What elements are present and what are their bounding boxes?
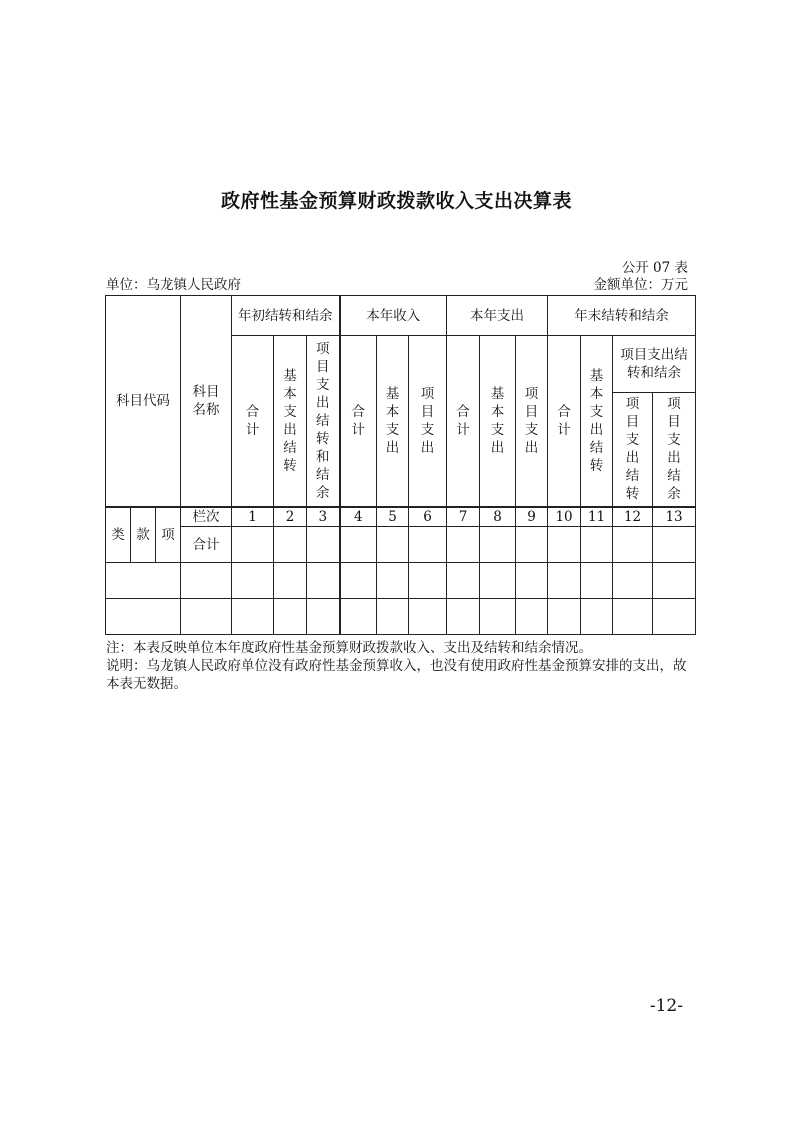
header-lei: 类: [106, 507, 131, 563]
table-cell: [409, 563, 447, 599]
header-income-basic: 基本支出: [377, 336, 409, 507]
table-cell: [232, 527, 274, 563]
col-number: 9: [516, 507, 548, 527]
col-number: 3: [307, 507, 340, 527]
table-cell: [653, 527, 696, 563]
table-cell: [181, 563, 232, 599]
col-label: 栏次: [181, 507, 232, 527]
col-number: 11: [581, 507, 613, 527]
table-cell: [307, 527, 340, 563]
table-cell: [307, 563, 340, 599]
header-income-project: 项目支出: [409, 336, 447, 507]
table-cell: [613, 527, 653, 563]
table-cell: [409, 527, 447, 563]
table-cell: [581, 527, 613, 563]
col-number: 6: [409, 507, 447, 527]
col-number: 7: [447, 507, 480, 527]
table-cell: [340, 599, 377, 635]
header-year-expense: 本年支出: [447, 296, 548, 336]
header-expense-project: 项目支出: [516, 336, 548, 507]
col-number: 5: [377, 507, 409, 527]
header-begin-balance: 年初结转和结余: [232, 296, 340, 336]
sum-label: 合计: [181, 527, 232, 563]
table-cell: [480, 563, 516, 599]
page-number: -12-: [649, 996, 683, 1016]
header-subject-name: 科目名称: [181, 296, 232, 507]
table-cell: [613, 599, 653, 635]
header-begin-project-balance: 项目支出结转和结余: [307, 336, 340, 507]
table-cell: [106, 599, 181, 635]
table-cell: [377, 563, 409, 599]
col-number: 4: [340, 507, 377, 527]
table-cell: [548, 563, 581, 599]
col-number: 10: [548, 507, 581, 527]
col-number: 8: [480, 507, 516, 527]
table-cell: [548, 527, 581, 563]
header-subject-code: 科目代码: [106, 296, 181, 507]
table-cell: [232, 563, 274, 599]
header-end-project-carry: 项目支出结转: [613, 393, 653, 507]
table-cell: [409, 599, 447, 635]
table-cell: [232, 599, 274, 635]
table-cell: [447, 599, 480, 635]
table-cell: [447, 527, 480, 563]
table-cell: [181, 599, 232, 635]
header-kuan: 款: [131, 507, 156, 563]
table-cell: [377, 527, 409, 563]
table-cell: [307, 599, 340, 635]
header-xiang: 项: [156, 507, 181, 563]
table-cell: [340, 527, 377, 563]
header-begin-total: 合计: [232, 336, 274, 507]
table-cell: [447, 563, 480, 599]
header-expense-total: 合计: [447, 336, 480, 507]
header-income-total: 合计: [340, 336, 377, 507]
table-cell: [274, 563, 307, 599]
header-end-total: 合计: [548, 336, 581, 507]
header-end-project-surplus: 项目支出结余: [653, 393, 696, 507]
header-end-project-balance: 项目支出结转和结余: [613, 336, 696, 393]
table-cell: [653, 563, 696, 599]
header-begin-basic-carry: 基本支出结转: [274, 336, 307, 507]
table-cell: [613, 563, 653, 599]
table-cell: [581, 599, 613, 635]
col-number: 1: [232, 507, 274, 527]
table-cell: [653, 599, 696, 635]
table-cell: [516, 563, 548, 599]
table-cell: [480, 599, 516, 635]
notes: [106, 639, 696, 693]
table-cell: [106, 563, 181, 599]
col-number: 13: [653, 507, 696, 527]
budget-table: [105, 295, 696, 635]
table-cell: [516, 599, 548, 635]
table-cell: [377, 599, 409, 635]
table-cell: [516, 527, 548, 563]
table-cell: [274, 599, 307, 635]
table-cell: [274, 527, 307, 563]
col-number: 12: [613, 507, 653, 527]
table-cell: [480, 527, 516, 563]
header-end-basic-carry: 基本支出结转: [581, 336, 613, 507]
amount-unit-label: 金额单位：万元: [593, 277, 688, 293]
page-title: 政府性基金预算财政拨款收入支出决算表: [220, 190, 572, 212]
table-cell: [340, 563, 377, 599]
unit-label: 单位：乌龙镇人民政府: [106, 277, 241, 293]
header-year-income: 本年收入: [340, 296, 447, 336]
table-cell: [548, 599, 581, 635]
form-number: 公开 07 表: [621, 260, 688, 276]
header-end-balance: 年末结转和结余: [548, 296, 696, 336]
table-cell: [581, 563, 613, 599]
col-number: 2: [274, 507, 307, 527]
note-text: 注：本表反映单位本年度政府性基金预算财政拨款收入、支出及结转和结余情况。: [106, 640, 592, 656]
explanation-text: 说明：乌龙镇人民政府单位没有政府性基金预算收入，也没有使用政府性基金预算安排的支出，故本表无数据。: [106, 658, 687, 692]
header-expense-basic: 基本支出: [480, 336, 516, 507]
